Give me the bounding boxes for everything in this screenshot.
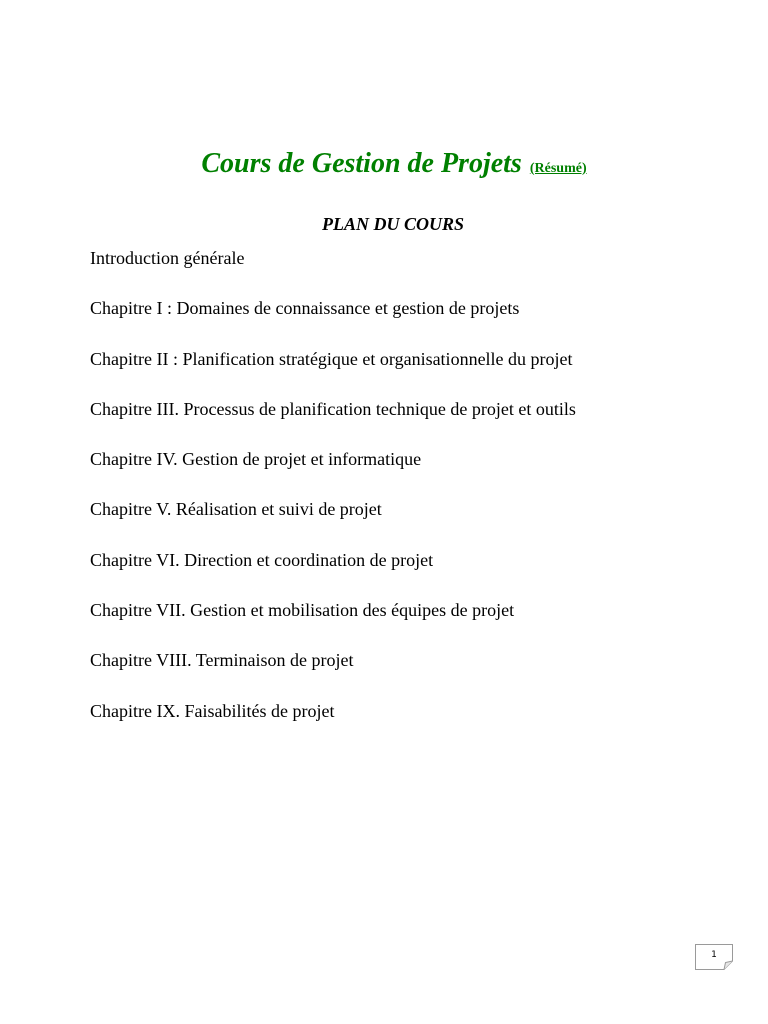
toc-item-chapitre-7: Chapitre VII. Gestion et mobilisation des équipes de projet — [90, 600, 515, 621]
toc-item-chapitre-8: Chapitre VIII. Terminaison de projet — [90, 650, 354, 671]
document-title: Cours de Gestion de Projets — [201, 148, 522, 179]
toc-item-chapitre-9: Chapitre IX. Faisabilités de projet — [90, 700, 335, 721]
toc-item-chapitre-3: Chapitre III. Processus de planification technique de projet et outils — [90, 398, 576, 419]
toc-item-chapitre-4: Chapitre IV. Gestion de projet et informatique — [90, 449, 422, 470]
toc-item-chapitre-1: Chapitre I : Domaines de connaissance et gestion de projets — [90, 298, 520, 319]
toc-item-chapitre-6: Chapitre VI. Direction et coordination de projet — [90, 549, 434, 570]
document-title-note: (Résumé) — [529, 161, 587, 176]
document-title-block — [0, 148, 768, 180]
toc-item-chapitre-2: Chapitre II : Planification stratégique et organisationnelle du projet — [90, 348, 573, 369]
table-of-contents — [90, 246, 576, 749]
page-number: 1 — [711, 950, 717, 960]
toc-item-chapitre-5: Chapitre V. Réalisation et suivi de projet — [90, 499, 382, 520]
toc-item-introduction: Introduction générale — [90, 248, 245, 268]
plan-heading: PLAN DU COURS — [321, 214, 464, 234]
page-number-box — [695, 944, 733, 970]
